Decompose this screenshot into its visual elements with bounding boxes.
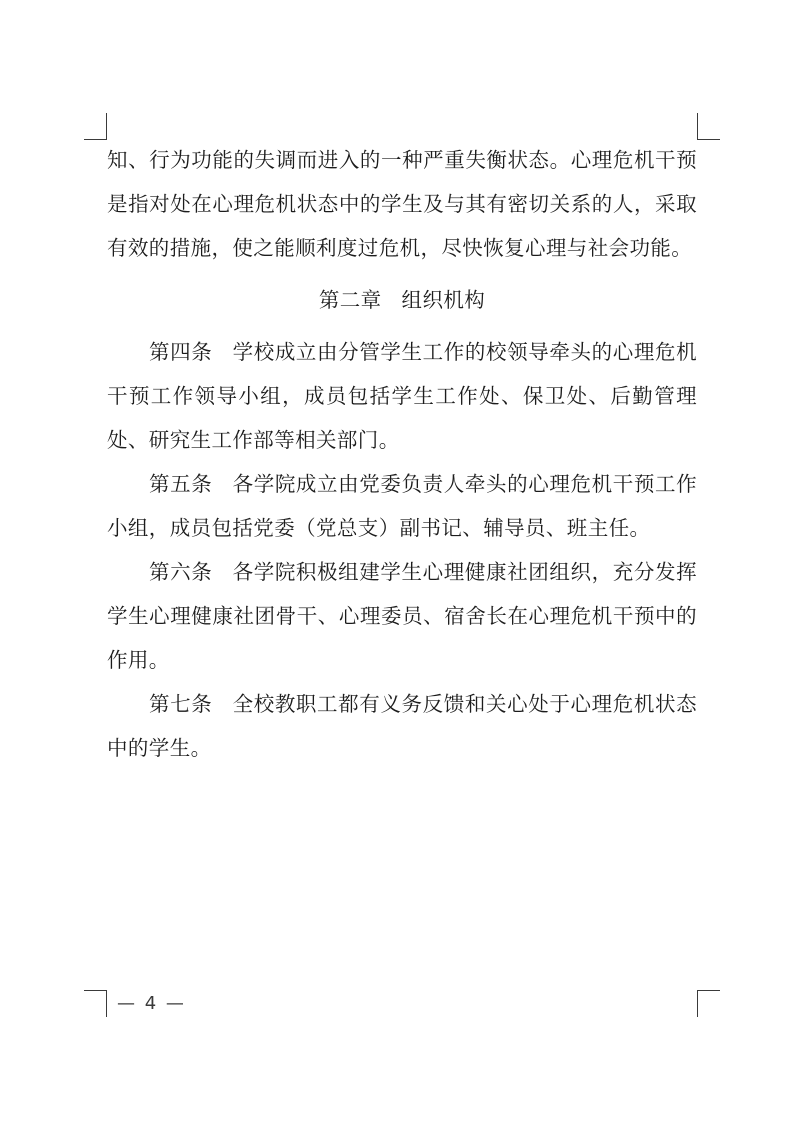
crop-mark-top-left: [84, 113, 107, 140]
chapter-heading: [107, 278, 697, 322]
crop-mark-bottom-right: [697, 990, 720, 1017]
crop-mark-bottom-left: [84, 990, 107, 1017]
chapter-number: 第二章: [318, 288, 382, 312]
intro-paragraph: 知、行为功能的失调而进入的一种严重失衡状态。心理危机干预是指对处在心理危机状态中的学生及与其有密切关系的人，采取有效的措施，使之能顺利度过危机，尽快恢复心理与社会功能。: [107, 148, 697, 260]
crop-mark-top-right: [697, 113, 720, 140]
article-7: [107, 682, 697, 770]
article-number: 第七条: [149, 692, 213, 716]
article-text: 全校教职工都有义务反馈和关心处于心理危机状态中的学生。: [107, 692, 697, 760]
article-text: 各学院成立由党委负责人牵头的心理危机干预工作小组，成员包括党委（党总支）副书记、辅导员、班主任。: [107, 472, 697, 540]
article-number: 第六条: [149, 560, 213, 584]
document-body: [107, 138, 697, 770]
article-text: 学校成立由分管学生工作的校领导牵头的心理危机干预工作领导小组，成员包括学生工作处、保卫处、后勤管理处、研究生工作部等相关部门。: [107, 340, 697, 452]
article-text: 各学院积极组建学生心理健康社团组织，充分发挥学生心理健康社团骨干、心理委员、宿舍长在心理危机干预中的作用。: [107, 560, 697, 672]
page-number: — 4 —: [117, 993, 186, 1014]
article-number: 第四条: [149, 340, 213, 364]
article-5: [107, 462, 697, 550]
article-number: 第五条: [149, 472, 213, 496]
article-4: [107, 330, 697, 462]
article-6: [107, 550, 697, 682]
chapter-title: 组织机构: [401, 288, 486, 312]
